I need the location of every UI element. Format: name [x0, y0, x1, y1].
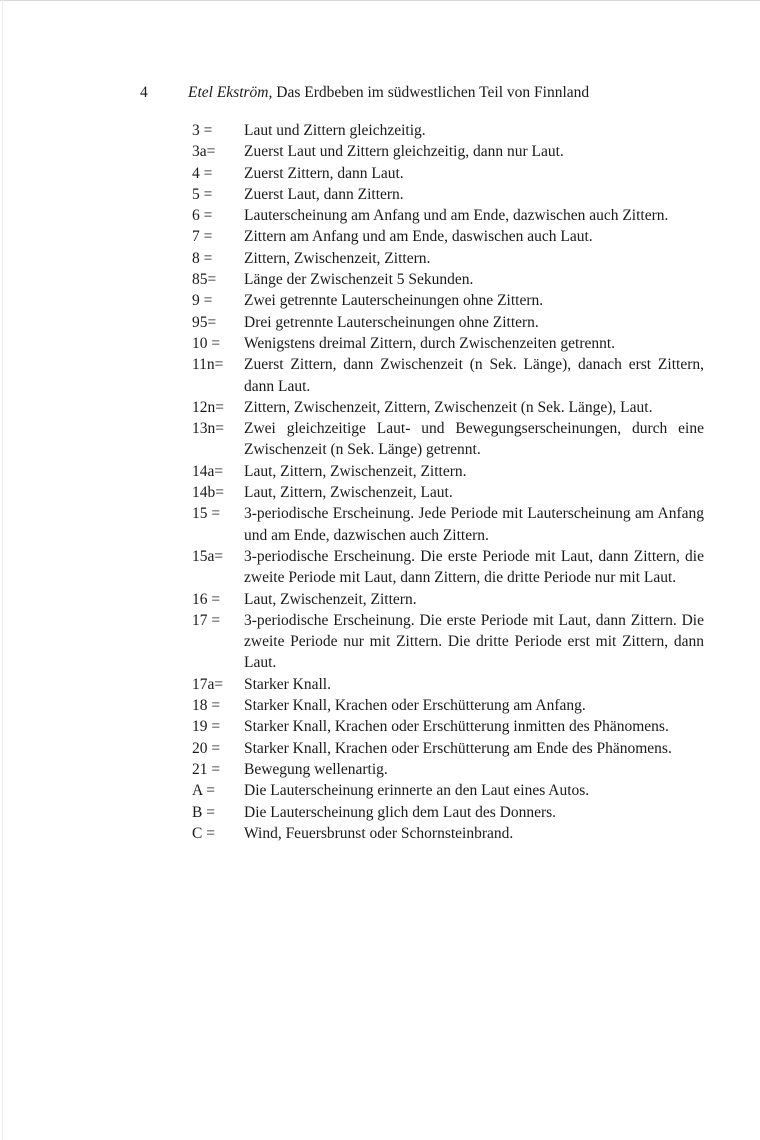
legend-key: 7 = — [192, 228, 213, 246]
legend-key: 10 = — [192, 334, 221, 352]
legend-entry — [192, 397, 704, 418]
legend-description: Zuerst Laut, dann Zittern. — [244, 185, 404, 203]
legend-key: 3 = — [192, 122, 213, 139]
legend-description: 3-periodische Erscheinung. Die erste Periode mit Laut, dann Zittern. Die zweite Periode nur mit Zittern. Die dritte Periode erst mit Zittern, dann Laut. — [244, 611, 704, 672]
legend-list — [192, 120, 704, 844]
legend-description: Starker Knall, Krachen oder Erschütterung am Ende des Phänomens. — [244, 739, 672, 757]
legend-key: 17a= — [192, 675, 224, 693]
legend-key: 12n= — [192, 398, 224, 416]
legend-entry — [192, 738, 704, 759]
legend-description: Zuerst Zittern, dann Laut. — [244, 164, 404, 182]
legend-key: 8 = — [192, 249, 213, 267]
legend-key: 5 = — [192, 185, 213, 203]
legend-description: Laut und Zittern gleichzeitig. — [244, 122, 426, 139]
legend-key: 6 = — [192, 207, 213, 225]
legend-key: 11n= — [192, 356, 224, 374]
legend-entry — [192, 482, 704, 503]
legend-entry — [192, 780, 704, 801]
legend-description: Zuerst Laut und Zittern gleichzeitig, dann nur Laut. — [244, 143, 564, 161]
page-number: 4 — [140, 84, 148, 101]
author-name: Etel Ekström, — [188, 84, 273, 101]
legend-description: Die Lauterscheinung glich dem Laut des Donners. — [244, 803, 557, 821]
legend-entry — [192, 674, 704, 695]
legend-key: 15 = — [192, 505, 221, 523]
legend-description: Bewegung wellenartig. — [244, 760, 388, 778]
legend-key: 17 = — [192, 611, 221, 629]
legend-description: Laut, Zittern, Zwischenzeit, Laut. — [244, 484, 453, 502]
legend-entry — [192, 226, 704, 247]
legend-description: Laut, Zwischenzeit, Zittern. — [244, 590, 417, 608]
legend-entry — [192, 503, 704, 546]
legend-key: C = — [192, 824, 215, 842]
legend-description: Zittern, Zwischenzeit, Zittern, Zwischenzeit (n Sek. Länge), Laut. — [244, 398, 653, 416]
legend-key: 20 = — [192, 739, 221, 757]
legend-description: Drei getrennte Lauterscheinungen ohne Zittern. — [244, 313, 539, 331]
legend-key: 19 = — [192, 718, 221, 736]
legend-description: Starker Knall, Krachen oder Erschütterung am Anfang. — [244, 697, 586, 715]
legend-description: Zwei gleichzeitige Laut- und Bewegungserscheinungen, durch eine Zwischenzeit (n Sek. Länge) getrennt. — [244, 420, 704, 459]
legend-entry — [192, 333, 704, 354]
legend-description: Zuerst Zittern, dann Zwischenzeit (n Sek. Länge), danach erst Zittern, dann Laut. — [244, 356, 704, 395]
legend-key: 16 = — [192, 590, 221, 608]
legend-entry — [192, 716, 704, 737]
legend-entry — [192, 546, 704, 589]
legend-description: Zwei getrennte Lauterscheinungen ohne Zittern. — [244, 292, 544, 310]
legend-entry — [192, 141, 704, 162]
running-title — [188, 84, 589, 102]
legend-entry — [192, 354, 704, 397]
legend-key: 13n= — [192, 420, 224, 438]
legend-entry — [192, 184, 704, 205]
legend-entry — [192, 312, 704, 333]
legend-entry — [192, 759, 704, 780]
legend-description: Laut, Zittern, Zwischenzeit, Zittern. — [244, 462, 467, 480]
legend-entry — [192, 418, 704, 461]
legend-key: 4 = — [192, 164, 213, 182]
legend-entry — [192, 120, 704, 141]
legend-key: 18 = — [192, 697, 221, 715]
legend-key: B = — [192, 803, 215, 821]
legend-description: 3-periodische Erscheinung. Jede Periode mit Lauterscheinung am Anfang und am Ende, dazwischen auch Zittern. — [244, 505, 704, 544]
legend-entry — [192, 205, 704, 226]
legend-key: 21 = — [192, 760, 221, 778]
legend-description: Lauterscheinung am Anfang und am Ende, dazwischen auch Zittern. — [244, 207, 669, 225]
legend-entry — [192, 461, 704, 482]
legend-entry — [192, 269, 704, 290]
legend-entry — [192, 589, 704, 610]
legend-description: Starker Knall, Krachen oder Erschütterung inmitten des Phänomens. — [244, 718, 669, 736]
legend-key: 14a= — [192, 462, 224, 480]
legend-description: Wind, Feuersbrunst oder Schornsteinbrand. — [244, 824, 514, 842]
legend-description: Die Lauterscheinung erinnerte an den Laut eines Autos. — [244, 782, 590, 800]
scan-left-edge — [2, 0, 3, 1140]
legend-entry — [192, 290, 704, 311]
legend-description: Länge der Zwischenzeit 5 Sekunden. — [244, 271, 474, 289]
legend-key: A = — [192, 782, 215, 800]
legend-entry — [192, 248, 704, 269]
legend-entry — [192, 802, 704, 823]
legend-key: 14b= — [192, 484, 224, 502]
legend-description: Zittern, Zwischenzeit, Zittern. — [244, 249, 431, 267]
legend-description: Zittern am Anfang und am Ende, daswischen auch Laut. — [244, 228, 593, 246]
legend-key: 9 = — [192, 292, 213, 310]
article-title: Das Erdbeben im südwestlichen Teil von Finnland — [276, 84, 590, 101]
legend-entry — [192, 695, 704, 716]
legend-entry — [192, 823, 704, 844]
legend-key: 3a= — [192, 143, 216, 161]
scan-top-edge — [0, 0, 760, 1]
legend-entry — [192, 610, 704, 674]
legend-key: 15a= — [192, 547, 224, 565]
legend-description: Starker Knall. — [244, 675, 331, 693]
legend-entry — [192, 163, 704, 184]
legend-key: 95= — [192, 313, 217, 331]
legend-description: Wenigstens dreimal Zittern, durch Zwischenzeiten getrennt. — [244, 334, 616, 352]
legend-key: 85= — [192, 271, 217, 289]
legend-description: 3-periodische Erscheinung. Die erste Periode mit Laut, dann Zittern, die zweite Periode mit Laut, dann Zittern, die dritte Periode nur mit Laut. — [244, 547, 704, 587]
